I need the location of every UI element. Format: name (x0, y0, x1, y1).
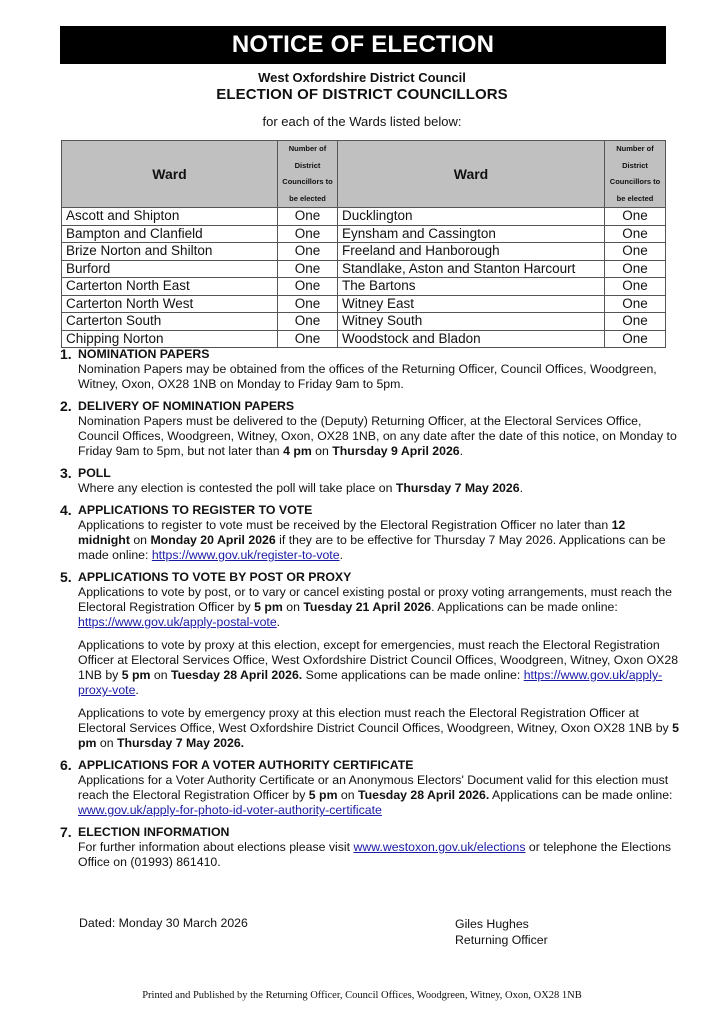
section-heading: DELIVERY OF NOMINATION PAPERS (78, 399, 295, 413)
table-row (62, 295, 666, 313)
ward-column-header: Ward (338, 141, 605, 208)
deadline-date: Monday 20 April 2026 (150, 533, 276, 547)
ward-name: Carterton North East (62, 278, 278, 296)
notice-sections (60, 347, 680, 877)
deadline-time: 12 midnight (78, 518, 626, 547)
wards-subtitle: for each of the Wards listed below: (262, 114, 462, 129)
table-header-row (62, 141, 666, 208)
councillor-count: One (278, 330, 338, 348)
ward-name: Ascott and Shipton (62, 208, 278, 226)
table-row (62, 260, 666, 278)
councillor-count: One (605, 208, 666, 226)
officer-name: Giles Hughes (455, 917, 529, 931)
section-heading: APPLICATIONS TO VOTE BY POST OR PROXY (78, 570, 352, 584)
table-row (62, 313, 666, 331)
election-title: ELECTION OF DISTRICT COUNCILLORS (216, 86, 508, 103)
section-election-information (60, 825, 680, 870)
number-column-header: Number of District Councillors to be elected (605, 141, 666, 208)
apply-postal-vote-link[interactable]: https://www.gov.uk/apply-postal-vote (78, 615, 277, 629)
deadline-time: 4 pm (283, 444, 312, 458)
councillor-count: One (605, 278, 666, 296)
proxy-vote-paragraph: Applications to vote by proxy at this election, except for emergencies, must reach the Electoral Registration Officer at Electoral Services Office, West Oxfordshire District Council Offices, Woodgreen, Witney, Oxon OX28 1NB by 5 pm on Tuesday 28 April 2026. Some applications can be made online: https://www.gov.uk/apply-proxy-vote. (78, 638, 679, 697)
section-number: 6. (60, 757, 72, 773)
ward-name: Bampton and Clanfield (62, 225, 278, 243)
councillor-count: One (605, 260, 666, 278)
deadline-date: Tuesday 28 April 2026. (358, 788, 490, 802)
deadline-time: 5 pm (308, 788, 338, 802)
deadline-date: Tuesday 28 April 2026. (170, 668, 303, 682)
councillor-count: One (605, 295, 666, 313)
ward-name: Carterton South (62, 313, 278, 331)
section-number: 5. (60, 569, 72, 585)
deadline-date: Thursday 9 April 2026 (332, 444, 460, 458)
section-heading: POLL (78, 466, 111, 480)
section-text: Applications to register to vote must be received by the Electoral Registration Officer no later than 12 midnight on Monday 20 April 2026 if they are to be effective for Thursday 7 May 2026. Applications can be made online: https://www.gov.uk/register-to-vote. (78, 518, 666, 562)
section-heading: ELECTION INFORMATION (78, 825, 230, 839)
councillor-count: One (278, 225, 338, 243)
section-vote-by-post-or-proxy (60, 570, 680, 751)
section-number: 2. (60, 398, 72, 414)
deadline-time: 5 pm (254, 600, 283, 614)
section-register-to-vote (60, 503, 680, 563)
council-name: West Oxfordshire District Council (258, 70, 466, 85)
deadline-date: Tuesday 21 April 2026 (303, 600, 432, 614)
councillor-count: One (278, 260, 338, 278)
section-voter-authority-certificate (60, 758, 680, 818)
ward-name: Eynsham and Cassington (338, 225, 605, 243)
imprint-footer: Printed and Published by the Returning Officer, Council Offices, Woodgreen, Witney, Oxon, OX28 1NB (142, 990, 582, 1001)
councillor-count: One (605, 225, 666, 243)
postal-vote-paragraph: Applications to vote by post, or to vary or cancel existing postal or proxy voting arrangements, must reach the Electoral Registration Officer by 5 pm on Tuesday 21 April 2026. Applications can be made online: https://www.gov.uk/apply-postal-vote. (78, 585, 672, 629)
section-text: Nomination Papers must be delivered to the (Deputy) Returning Officer, at the Electoral Services Office, Council Offices, Woodgreen, Witney, Oxon, OX28 1NB, on any date after the date of this notice, on Monday to Friday 9am to 5pm, but not later than 4 pm on Thursday 9 April 2026. (78, 414, 677, 458)
section-nomination-papers (60, 347, 680, 392)
section-text: Nomination Papers may be obtained from the offices of the Returning Officer, Council Offices, Woodgreen, Witney, Oxon, OX28 1NB on Monday to Friday 9am to 5pm. (78, 362, 657, 391)
section-heading: APPLICATIONS TO REGISTER TO VOTE (78, 503, 313, 517)
table-row (62, 225, 666, 243)
section-number: 7. (60, 824, 72, 840)
section-text: Where any election is contested the poll will take place on Thursday 7 May 2026. (78, 481, 523, 495)
section-number: 3. (60, 465, 72, 481)
poll-date: Thursday 7 May 2026 (395, 481, 520, 495)
apply-proxy-vote-link[interactable]: https://www.gov.uk/apply-proxy-vote (78, 668, 663, 697)
ward-name: Standlake, Aston and Stanton Harcourt (338, 260, 605, 278)
ward-name: Brize Norton and Shilton (62, 243, 278, 261)
ward-name: Burford (62, 260, 278, 278)
table-row (62, 208, 666, 226)
section-number: 4. (60, 502, 72, 518)
section-text (78, 585, 680, 751)
emergency-proxy-paragraph: Applications to vote by emergency proxy at this election must reach the Electoral Registration Officer at Electoral Services Office, West Oxfordshire District Council Offices, Woodgreen, Witney, Oxon OX28 1NB by 5 pm on Thursday 7 May 2026. (78, 706, 679, 750)
councillor-count: One (605, 330, 666, 348)
ward-name: Chipping Norton (62, 330, 278, 348)
ward-column-header: Ward (62, 141, 278, 208)
ward-name: The Bartons (338, 278, 605, 296)
councillor-count: One (278, 295, 338, 313)
table-row (62, 278, 666, 296)
voter-authority-certificate-link[interactable]: www.gov.uk/apply-for-photo-id-voter-authority-certificate (78, 803, 382, 817)
ward-name: Witney East (338, 295, 605, 313)
deadline-time: 5 pm (78, 721, 679, 750)
councillor-count: One (278, 278, 338, 296)
ward-name: Carterton North West (62, 295, 278, 313)
section-text: For further information about elections please visit www.westoxon.gov.uk/elections or telephone the Elections Office on (01993) 861410. (78, 840, 672, 869)
councillor-count: One (605, 243, 666, 261)
section-poll (60, 466, 680, 496)
councillor-count: One (278, 208, 338, 226)
deadline-date: Thursday 7 May 2026. (116, 736, 245, 750)
signature-block (455, 916, 548, 948)
ward-name: Freeland and Hanborough (338, 243, 605, 261)
wards-table (61, 140, 666, 348)
section-delivery-of-nomination-papers (60, 399, 680, 459)
notice-date: Dated: Monday 30 March 2026 (79, 916, 248, 930)
councillor-count: One (605, 313, 666, 331)
officer-role: Returning Officer (455, 933, 548, 947)
notice-banner (60, 26, 666, 64)
deadline-time: 5 pm (121, 668, 151, 682)
register-to-vote-link[interactable]: https://www.gov.uk/register-to-vote (151, 548, 340, 562)
ward-name: Witney South (338, 313, 605, 331)
section-text: Applications for a Voter Authority Certificate or an Anonymous Electors' Document valid for this election must reach the Electoral Registration Officer by 5 pm on Tuesday 28 April 2026. Applications can be made online: www.gov.uk/apply-for-photo-id-voter-authority-certificate (78, 773, 673, 817)
elections-website-link[interactable]: www.westoxon.gov.uk/elections (353, 840, 526, 854)
councillor-count: One (278, 313, 338, 331)
table-row (62, 243, 666, 261)
notice-title: NOTICE OF ELECTION (231, 31, 495, 58)
section-number: 1. (60, 346, 72, 362)
table-row (62, 330, 666, 348)
section-heading: APPLICATIONS FOR A VOTER AUTHORITY CERTIFICATE (78, 758, 414, 772)
number-column-header: Number of District Councillors to be elected (278, 141, 338, 208)
ward-name: Ducklington (338, 208, 605, 226)
section-heading: NOMINATION PAPERS (78, 347, 210, 361)
ward-name: Woodstock and Bladon (338, 330, 605, 348)
councillor-count: One (278, 243, 338, 261)
